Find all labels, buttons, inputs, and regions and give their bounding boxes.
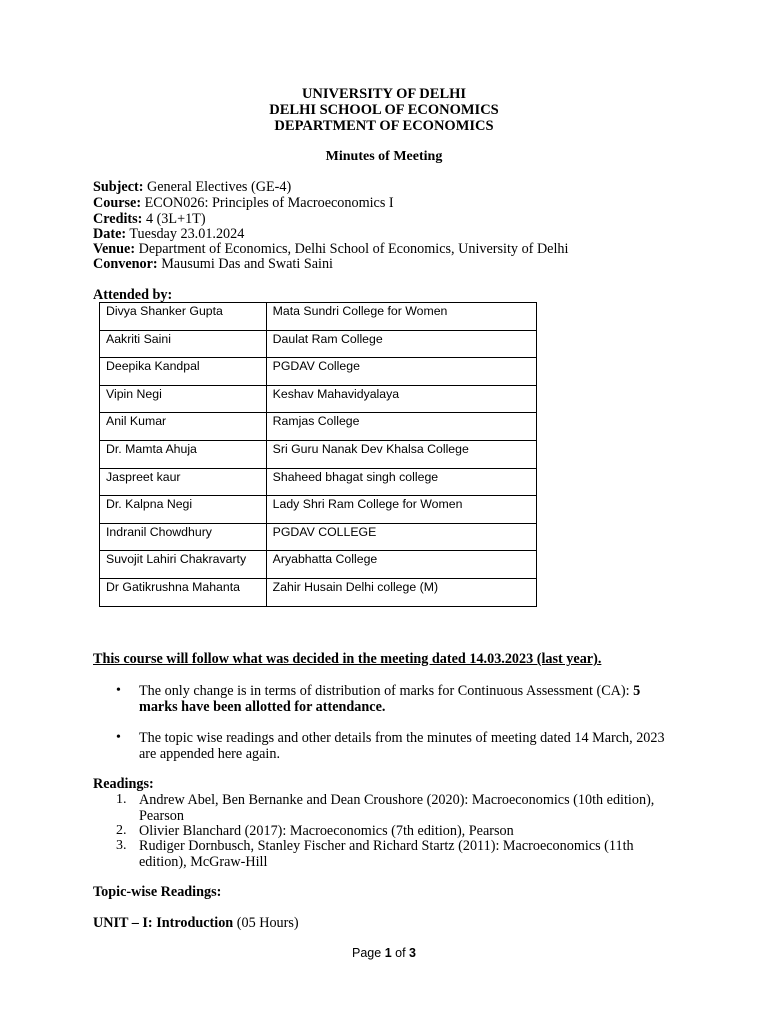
convenor-value: Mausumi Das and Swati Saini <box>157 256 334 272</box>
attendee-name: Suvojit Lahiri Chakravarty <box>100 551 267 579</box>
credits-value: 4 (3L+1T) <box>142 211 206 227</box>
bullet-marker: • <box>116 730 121 745</box>
topic-readings-label: Topic-wise Readings: <box>93 884 222 900</box>
footer-page-word: Page <box>352 946 385 960</box>
attendee-name: Jaspreet kaur <box>100 468 267 496</box>
decision-statement: This course will follow what was decided in the meeting dated 14.03.2023 (last year). <box>93 651 602 667</box>
attendee-college: Ramjas College <box>266 413 536 441</box>
reading-line2: edition), McGraw-Hill <box>139 854 268 870</box>
attendee-name: Dr. Mamta Ahuja <box>100 440 267 468</box>
venue-label: Venue: <box>93 241 136 257</box>
attendee-name: Deepika Kandpal <box>100 358 267 386</box>
bullet-ca-bold-number: 5 <box>633 683 641 699</box>
venue-value: Department of Economics, Delhi School of Economics, University of Delhi <box>135 241 569 257</box>
bullet-readings-line2: are appended here again. <box>139 746 281 762</box>
list-item <box>139 838 699 870</box>
unit-label: UNIT – I: Introduction <box>93 915 234 931</box>
bullet-ca-text: The only change is in terms of distribution of marks for Continuous Assessment (CA): <box>139 683 634 699</box>
attendee-college: Mata Sundri College for Women <box>266 303 536 331</box>
table-row <box>100 496 537 524</box>
reading-number: 1. <box>116 792 127 807</box>
attendee-college: Shaheed bhagat singh college <box>266 468 536 496</box>
meta-credits <box>93 211 206 227</box>
attendee-college: Zahir Husain Delhi college (M) <box>266 578 536 606</box>
attendee-college: Aryabhatta College <box>266 551 536 579</box>
meta-course <box>93 195 394 211</box>
date-label: Date: <box>93 226 127 242</box>
reading-number: 3. <box>116 838 127 853</box>
attendees-table <box>99 302 537 607</box>
table-row <box>100 385 537 413</box>
meta-convenor <box>93 256 333 272</box>
credits-label: Credits: <box>93 211 143 227</box>
reading-line1: Rudiger Dornbusch, Stanley Fischer and Richard Startz (2011): Macroeconomics (11th <box>139 838 634 854</box>
list-item <box>139 792 699 824</box>
footer-total-pages: 3 <box>409 946 416 960</box>
table-row <box>100 440 537 468</box>
unit-heading <box>93 915 299 931</box>
footer-of-word: of <box>391 946 410 960</box>
attendee-college: PGDAV College <box>266 358 536 386</box>
attended-label: Attended by: <box>93 287 173 303</box>
list-item <box>139 823 699 839</box>
table-row <box>100 551 537 579</box>
reading-line2: Pearson <box>139 808 184 824</box>
meta-date <box>93 226 244 242</box>
header-school: DELHI SCHOOL OF ECONOMICS <box>269 102 499 118</box>
reading-number: 2. <box>116 823 127 838</box>
attendee-name: Dr Gatikrushna Mahanta <box>100 578 267 606</box>
table-row <box>100 303 537 331</box>
attendee-college: PGDAV COLLEGE <box>266 523 536 551</box>
reading-line1: Andrew Abel, Ben Bernanke and Dean Croushore (2020): Macroeconomics (10th edition), <box>139 792 655 808</box>
attendee-college: Keshav Mahavidyalaya <box>266 385 536 413</box>
convenor-label: Convenor: <box>93 256 158 272</box>
attendee-name: Aakriti Saini <box>100 330 267 358</box>
attendee-name: Anil Kumar <box>100 413 267 441</box>
header-university: UNIVERSITY OF DELHI <box>301 86 467 102</box>
bullet-ca-bold-text: marks have been allotted for attendance. <box>139 699 386 715</box>
table-row <box>100 468 537 496</box>
table-row <box>100 358 537 386</box>
table-row <box>100 523 537 551</box>
unit-hours: (05 Hours) <box>233 915 299 931</box>
bullet-ca-marks <box>139 683 699 715</box>
reading-line1: Olivier Blanchard (2017): Macroeconomics (7th edition), Pearson <box>139 823 514 839</box>
attendee-college: Daulat Ram College <box>266 330 536 358</box>
subject-label: Subject: <box>93 179 144 195</box>
attendee-college: Lady Shri Ram College for Women <box>266 496 536 524</box>
attendee-name: Divya Shanker Gupta <box>100 303 267 331</box>
header-department: DEPARTMENT OF ECONOMICS <box>274 118 494 134</box>
page-footer <box>0 946 768 960</box>
course-value: ECON026: Principles of Macroeconomics I <box>141 195 394 211</box>
table-row <box>100 578 537 606</box>
date-value: Tuesday 23.01.2024 <box>126 226 245 242</box>
bullet-marker: • <box>116 683 121 698</box>
attendees-table-body <box>100 303 537 607</box>
attendee-name: Indranil Chowdhury <box>100 523 267 551</box>
course-label: Course: <box>93 195 142 211</box>
attendee-name: Vipin Negi <box>100 385 267 413</box>
meta-venue <box>93 241 568 257</box>
footer-page-number: 1 <box>384 946 392 960</box>
attendee-college: Sri Guru Nanak Dev Khalsa College <box>266 440 536 468</box>
subject-value: General Electives (GE-4) <box>143 179 292 195</box>
bullet-readings-note <box>139 730 699 762</box>
table-row <box>100 413 537 441</box>
attendee-name: Dr. Kalpna Negi <box>100 496 267 524</box>
readings-label: Readings: <box>93 776 154 792</box>
bullet-readings-line1: The topic wise readings and other details from the minutes of meeting dated 14 March, 2023 <box>139 730 665 746</box>
table-row <box>100 330 537 358</box>
page-title: Minutes of Meeting <box>325 149 443 164</box>
meta-subject <box>93 179 291 195</box>
